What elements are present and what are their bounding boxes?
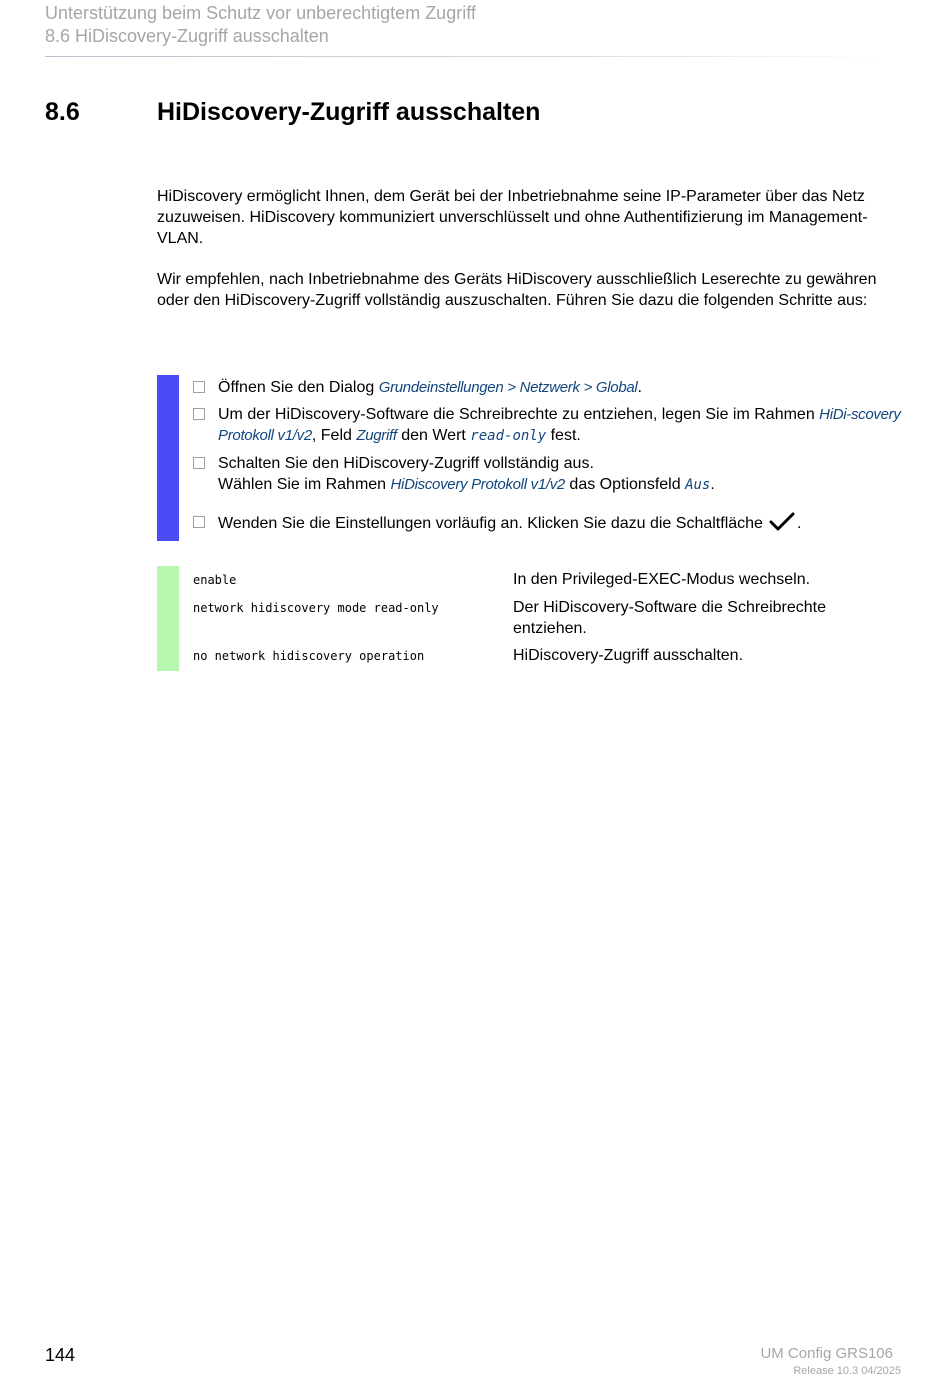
cli-marker-bar [157, 566, 179, 671]
value-reference: read-only [470, 428, 547, 444]
intro-paragraph-2: Wir empfehlen, nach Inbetriebnahme des Geräts HiDiscovery ausschließlich Leserechte zu gewähren oder den HiDiscovery-Zugriff vollständig auszuschalten. Führen Sie dazu die folgenden Schritte aus: [157, 271, 877, 309]
step-2-text: Um der HiDiscovery-Software die Schreibrechte zu entziehen, legen Sie im Rahmen HiDi-scovery Protokoll v1/v2, Feld Zugriff den Wert read-only fest. [218, 406, 901, 444]
cli-command: enable [193, 573, 237, 587]
dialog-path-reference: Grundeinstellungen > Netzwerk > Global [378, 379, 638, 396]
cli-description: Der HiDiscovery-Software die Schreibrechte entziehen. [513, 599, 826, 637]
section-number: 8.6 [45, 98, 80, 126]
footer-release: Release 10.3 04/2025 [793, 1365, 901, 1377]
footer-document-title: UM Config GRS106 [760, 1345, 893, 1362]
step-checkbox-icon [193, 516, 205, 528]
step-4 [193, 512, 903, 534]
cli-command: no network hidiscovery operation [193, 649, 425, 663]
cli-command: network hidiscovery mode read-only [193, 601, 439, 615]
step-2 [193, 404, 903, 447]
cli-description: HiDiscovery-Zugriff ausschalten. [513, 647, 744, 664]
step-3 [193, 453, 903, 496]
running-header-section: 8.6 HiDiscovery-Zugriff ausschalten [45, 26, 329, 46]
step-1 [193, 377, 903, 398]
step-checkbox-icon [193, 457, 205, 469]
option-reference: Aus [685, 477, 711, 493]
page-number: 144 [45, 1345, 76, 1365]
step-checkbox-icon [193, 408, 205, 420]
checkmark-icon [769, 512, 795, 532]
frame-reference: HiDiscovery Protokoll v1/v2 [390, 476, 565, 493]
frame-reference: HiDi-scovery Protokoll v1/v2 [218, 406, 901, 444]
field-reference: Zugriff [356, 427, 397, 444]
intro-paragraph-1: HiDiscovery ermöglicht Ihnen, dem Gerät bei der Inbetriebnahme seine IP-Parameter über das Netz zuzuweisen. HiDiscovery kommuniziert unverschlüsselt und ohne Authentifizierung im Management-VLAN. [157, 188, 868, 247]
step-4-text: Wenden Sie die Einstellungen vorläufig an. Klicken Sie dazu die Schaltfläche . [218, 512, 903, 534]
step-checkbox-icon [193, 381, 205, 393]
cli-description: In den Privileged-EXEC-Modus wechseln. [513, 571, 811, 588]
header-divider [45, 56, 890, 57]
gui-steps-marker-bar [157, 375, 179, 541]
running-header-chapter: Unterstützung beim Schutz vor unberechtigtem Zugriff [45, 3, 476, 23]
section-title: HiDiscovery-Zugriff ausschalten [157, 98, 541, 126]
step-3-text: Schalten Sie den HiDiscovery-Zugriff vollständig aus. Wählen Sie im Rahmen HiDiscovery Protokoll v1/v2 das Optionsfeld Aus. [218, 455, 715, 493]
step-1-text: Öffnen Sie den Dialog Grundeinstellungen > Netzwerk > Global. [218, 379, 642, 396]
